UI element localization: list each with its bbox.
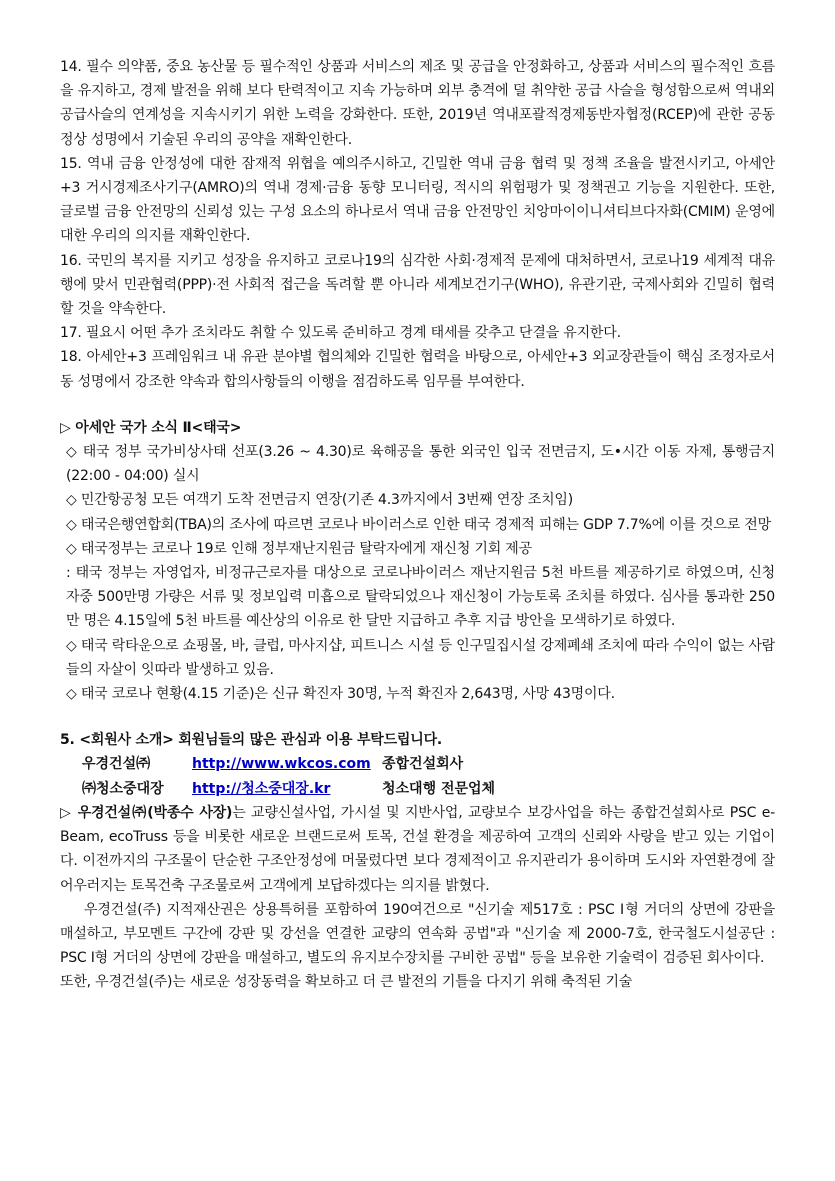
paragraph-15: 15. 역내 금융 안정성에 대한 잠재적 위협을 예의주시하고, 긴밀한 역내 금융 협력 및 정책 조율을 발전시키고, 아세안+3 거시경제조사기구(AMRO)의 역내 경제·금융 동향 모니터링, 적시의 위험평가 및 정책권고 기능을 지원한다. 또한, 글로벌 금융 안전망의 신뢰성 있는 구성 요소의 하나로서 역내 금융 안전망인 치앙마이이니셔티브다자화(CMIM) 운영에 대한 우리의 의지를 재확인한다. xyxy=(60,155,775,245)
member-row-wkcos xyxy=(60,752,775,776)
member-desc: 청소대행 전문업체 xyxy=(382,780,496,797)
news-item-4-detail: : 태국 정부는 자영업자, 비정규근로자를 대상으로 코로나바이러스 재난지원금 5천 바트를 제공하기로 하였으며, 신청자중 500만명 가량은 서류 및 정보입력 미흡으로 탈락되었으나 재신청이 가능토록 조치를 하였다. 심사를 통과한 250만 명은 4.15일에 5천 바트를 예산상의 이유로 한 달만 지급하고 추후 지급 방안을 모색하기로 하였다. xyxy=(66,565,775,630)
member-company: 우경건설㈜ xyxy=(82,756,151,773)
member-para-2: 우경건설(주) 지적재산권은 상용특허를 포함하여 190여건으로 "신기술 제517호 : PSC Ⅰ형 거더의 상면에 강판을 매설하고, 부모멘트 구간에 강판 및 강선을 연결한 교량의 연속화 공법"과 "신기술 제 2000-7호, 한국철도시설공단 : PSC Ⅰ형 거더의 상면에 강판을 매설하고, 별도의 유지보수장치를 구비한 공법" 등을 보유한 기술력이 검증된 회사이다. xyxy=(60,901,775,967)
member-link[interactable]: http://www.wkcos.com xyxy=(192,756,371,773)
member-company: ㈜청소중대장 xyxy=(82,780,164,797)
paragraph-14: 14. 필수 의약품, 중요 농산물 등 필수적인 상품과 서비스의 제조 및 공급을 안정화하고, 상품과 서비스의 필수적인 흐름을 유지하고, 경제 발전을 위해 보다 탄력적이고 지속 가능하며 외부 충격에 덜 취약한 공급 사슬을 형성함으로써 역내외 공급사슬의 연계성을 지속시키기 위한 노력을 강화한다. 또한, 2019년 역내포괄적경제동반자협정(RCEP)에 관한 공동 정상 성명에서 기술된 우리의 공약을 재확인한다. xyxy=(60,59,775,148)
member-row-cheongso xyxy=(60,777,775,801)
member-intro-text: 는 교량신설사업, 가시설 및 지반사업, 교량보수 보강사업을 하는 종합건설회사로 PSC e-Beam, ecoTruss 등을 비롯한 새로운 브랜드로써 토목, 건설 환경을 제공하여 고객의 신뢰와 사랑을 받고 있는 기업이다. 이전까지의 구조물이 단순한 구조안정성에 머물렀다면 보다 경제적이고 유지관리가 용이하며 도시와 자연환경에 잘 어우러지는 토목건축 구조물로써 고객에게 보답하겠다는 의지를 밝혔다. xyxy=(60,804,775,894)
document-page xyxy=(60,55,775,995)
member-intro-lead: ▷ 우경건설㈜(박종수 사장) xyxy=(60,804,233,821)
paragraph-16: 16. 국민의 복지를 지키고 성장을 유지하고 코로나19의 심각한 사회·경제적 문제에 대처하면서, 코로나19 세계적 대유행에 맞서 민관협력(PPP)·전 사회적 접근을 독려할 뿐 아니라 세계보건기구(WHO), 유관기관, 국제사회와 긴밀히 협력할 것을 약속한다. xyxy=(60,252,775,318)
paragraph-18: 18. 아세안+3 프레임워크 내 유관 분야별 협의체와 긴밀한 협력을 바탕으로, 아세안+3 외교장관들이 핵심 조정자로서 동 성명에서 강조한 약속과 합의사항들의 이행을 점검하도록 임무를 부여한다. xyxy=(60,349,775,390)
member-para-3: 또한, 우경건설(주)는 새로운 성장동력을 확보하고 더 큰 발전의 기틀을 다지기 위해 축적된 기술 xyxy=(60,974,633,991)
member-intro xyxy=(60,801,775,898)
news-item-5: ◇ 태국 락타운으로 쇼핑몰, 바, 클럽, 마사지샵, 피트니스 시설 등 인구밀집시설 강제폐쇄 조치에 따라 수익이 없는 사람들의 자살이 잇따라 발생하고 있음. xyxy=(66,637,775,678)
asean-news-heading: ▷ 아세안 국가 소식 Ⅱ<태국> xyxy=(60,419,242,436)
members-heading: 5. <회원사 소개> 회원님들의 많은 관심과 이용 부탁드립니다. xyxy=(60,732,443,749)
news-item-6: ◇ 태국 코로나 현황(4.15 기준)은 신규 확진자 30명, 누적 확진자 2,643명, 사망 43명이다. xyxy=(66,686,615,703)
news-item-4: ◇ 태국정부는 코로나 19로 인해 정부재난지원금 탈락자에게 재신청 기회 제공 xyxy=(66,540,532,557)
news-item-3: ◇ 태국은행연합회(TBA)의 조사에 따르면 코로나 바이러스로 인한 태국 경제적 피해는 GDP 7.7%에 이를 것으로 전망 xyxy=(66,516,771,533)
paragraph-17: 17. 필요시 어떤 추가 조치라도 취할 수 있도록 준비하고 경계 태세를 갖추고 단결을 유지한다. xyxy=(60,325,621,342)
member-link[interactable]: http://청소중대장.kr xyxy=(192,780,331,797)
news-item-1: ◇ 태국 정부 국가비상사태 선포(3.26 ~ 4.30)로 육해공을 통한 외국인 입국 전면금지, 도•시간 이동 자제, 통행금지(22:00 - 04:00) 실시 xyxy=(66,444,775,485)
member-desc: 종합건설회사 xyxy=(382,756,464,773)
news-item-2: ◇ 민간항공청 모든 여객기 도착 전면금지 연장(기존 4.3까지에서 3번째 연장 조치임) xyxy=(66,492,574,509)
